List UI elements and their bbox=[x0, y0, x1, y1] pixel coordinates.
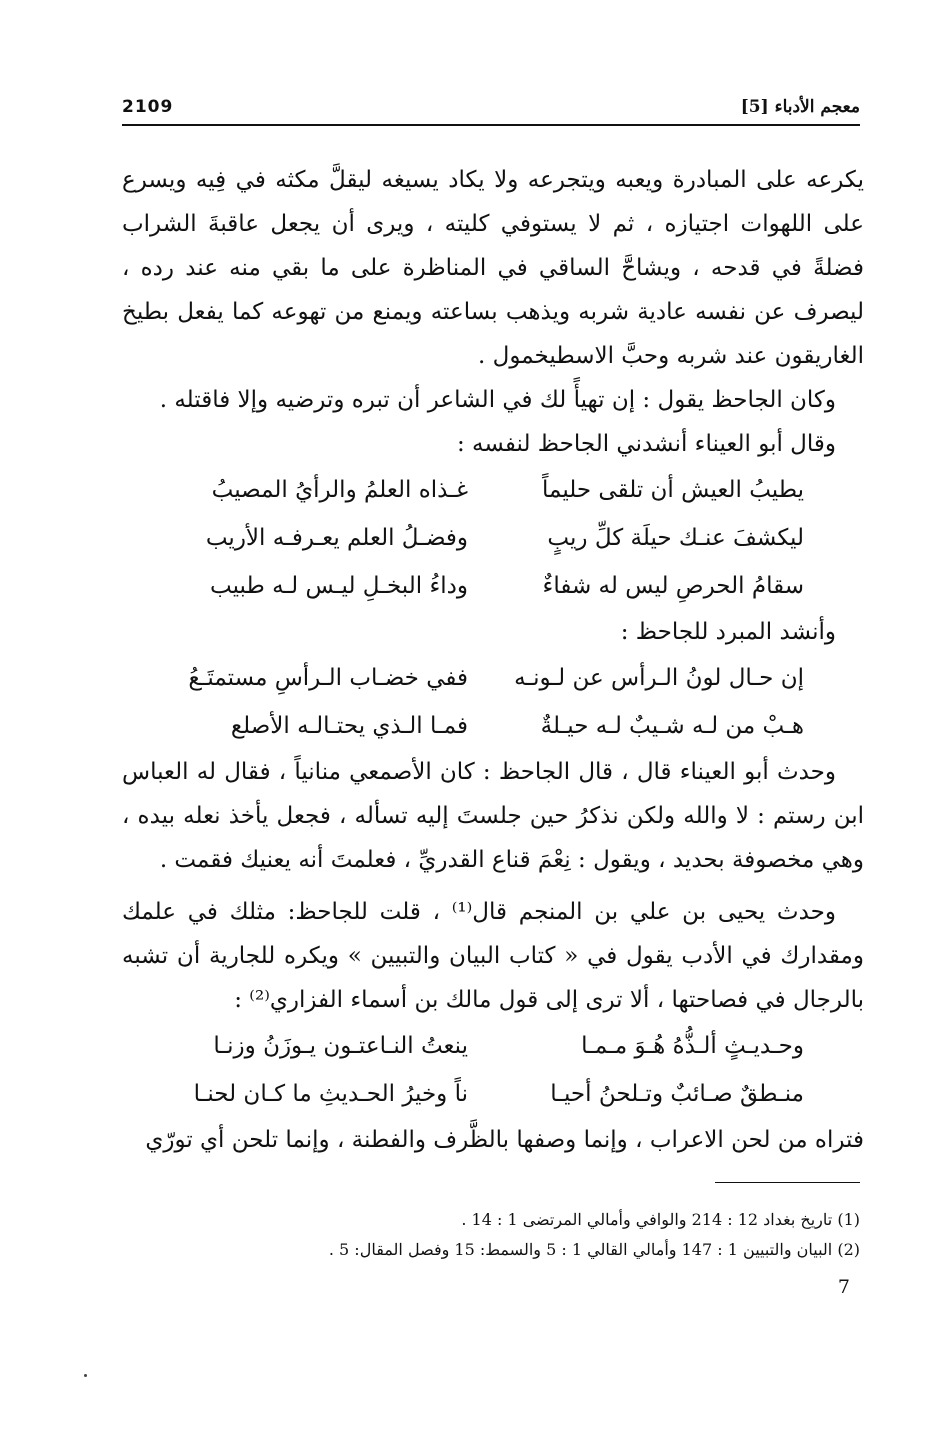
verse-second-hemistich: غـذاه العلمُ والرأيُ المصيبُ bbox=[211, 477, 468, 503]
verse-second-hemistich: وداءُ البخـلِ ليـس لـه طبيب bbox=[210, 573, 468, 599]
verse-line bbox=[122, 702, 864, 750]
verse-first-hemistich: سقامُ الحرصِ ليس له شفاءٌ bbox=[542, 573, 804, 599]
footnotes bbox=[200, 1205, 860, 1265]
verse-line bbox=[122, 1070, 864, 1118]
verse-line bbox=[122, 514, 864, 562]
verse-second-hemistich: ناً وخيرُ الحـديثِ ما كـان لحنـا bbox=[193, 1081, 468, 1107]
verse-line bbox=[122, 562, 864, 610]
verse-second-hemistich: ففي خضـاب الـرأسِ مستمتَـعُ bbox=[188, 665, 468, 691]
page-header bbox=[122, 92, 860, 122]
verse-second-hemistich: فمـا الـذي يحتـالـه الأصلع bbox=[230, 713, 468, 739]
verse-first-hemistich: إن حـال لونُ الـرأس عن لـونـه bbox=[514, 665, 804, 691]
verse-first-hemistich: وحـديـثٍ ألـذُّهُ هُـوَ مـمـا bbox=[581, 1033, 804, 1059]
verse-second-hemistich: ينعتُ النـاعتـون يـوزَنُ وزنـا bbox=[213, 1033, 468, 1059]
main-text bbox=[122, 158, 864, 1162]
verse-line bbox=[122, 1022, 864, 1070]
page-number: 2109 bbox=[122, 97, 174, 117]
footnote-2: (2) البيان والتبيين 1 : 147 وأمالي القالي 1 : 5 والسمط: 15 وفصل المقال: 5 . bbox=[328, 1240, 860, 1259]
scan-speck bbox=[84, 1374, 87, 1377]
paragraph-1: يكرعه على المبادرة ويعبه ويتجرعه ولا يكاد يسيغه ليقلَّ مكثه في فِيه ويسرع على اللهوات اجتيازه ، ثم لا يستوفي كليته ، ويرى أن يجعل عاقبةَ الشراب فضلةً في قدحه ، ويشاحَّ الساقي في المناظرة على ما بقي منه عند رده ، ليصرف عن نفسه عادية شربه ويذهب بساعته ويمنع من تهوعه كما يفعل بطيخ الغاريقون عند شربه وحبَّ الاسطيخمول . bbox=[122, 167, 864, 369]
poem-2 bbox=[122, 654, 864, 750]
header-rule bbox=[122, 124, 860, 126]
paragraph-3: وقال أبو العيناء أنشدني الجاحظ لنفسه : bbox=[457, 431, 836, 457]
poem-3 bbox=[122, 1022, 864, 1118]
verse-first-hemistich: يطيبُ العيش أن تلقى حليماً bbox=[542, 477, 804, 503]
running-title: معجم الأدباء [5] bbox=[740, 97, 860, 117]
footnote-rule bbox=[715, 1182, 860, 1183]
paragraph-4: وأنشد المبرد للجاحظ : bbox=[620, 619, 836, 645]
paragraph-7: فتراه من لحن الاعراب ، وإنما وصفها بالظَّرف والفطنة ، وإنما تلحن أي تورّي bbox=[145, 1127, 864, 1153]
paragraph-2: وكان الجاحظ يقول : إن تهيأً لك في الشاعر أن تبره وترضيه وإلا فاقتله . bbox=[159, 387, 836, 413]
verse-first-hemistich: ليكشفَ عنـك حيلَة كلِّ ريبٍ bbox=[547, 525, 804, 551]
verse-first-hemistich: منـطقٌ صـائبٌ وتـلحنُ أحيـا bbox=[550, 1081, 804, 1107]
verse-first-hemistich: هـبْ من لـه شـيبٌ لـه حيـلةٌ bbox=[540, 713, 804, 739]
paragraph-gap bbox=[122, 882, 864, 890]
verse-second-hemistich: وفضـلُ العلم يعـرفـه الأريب bbox=[205, 525, 468, 551]
footnote-1: (1) تاريخ بغداد 12 : 214 والوافي وأمالي المرتضى 1 : 14 . bbox=[461, 1210, 860, 1229]
folio-number: 7 bbox=[837, 1276, 850, 1298]
verse-line bbox=[122, 654, 864, 702]
paragraph-5: وحدث أبو العيناء قال ، قال الجاحظ : كان الأصمعي منانياً ، فقال له العباس ابن رستم : لا والله ولكن نذكرُ حين جلستَ إليه تسأله ، فجعل يأخذ نعله بيده ، وهي مخصوفة بحديد ، ويقول : نِعْمَ قناع القدريِّ ، فعلمتَ أنه يعنيك فقمت . bbox=[122, 759, 864, 873]
verse-line bbox=[122, 466, 864, 514]
poem-1 bbox=[122, 466, 864, 610]
paragraph-6: وحدث يحيى بن علي بن المنجم قال⁽¹⁾ ، قلت للجاحظ: مثلك في علمك ومقدارك في الأدب يقول في « كتاب البيان والتبيين » ويكره للجارية أن تشبه بالرجال في فصاحتها ، ألا ترى إلى قول مالك بن أسماء الفزاري⁽²⁾ : bbox=[122, 899, 864, 1013]
